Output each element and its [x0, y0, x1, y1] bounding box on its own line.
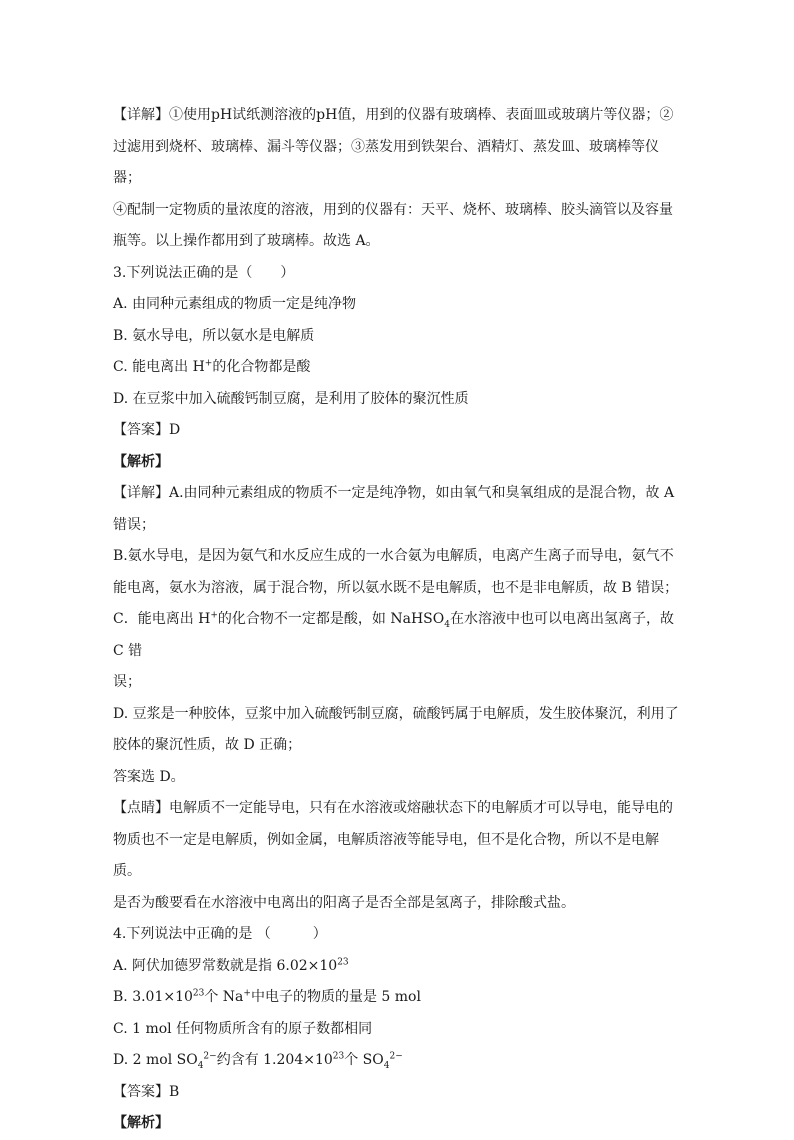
subscript: 4 [444, 619, 450, 630]
detail-line: 胶体的聚沉性质，故 D 正确； [113, 737, 302, 753]
analysis-label: 【解析】 [113, 453, 169, 470]
option-b: B. 氨水导电，所以氨水是电解质 [113, 327, 315, 344]
text: 中电子的物质的量是 5 mol [250, 989, 421, 1005]
superscript: 23 [337, 956, 349, 967]
option-d [113, 1045, 683, 1077]
text: D. 2 mol SO [113, 1052, 198, 1068]
text-line: ④配制一定物质的量浓度的溶液，用到的仪器有：天平、烧杯、玻璃棒、胶头滴管以及容量 [113, 201, 673, 218]
note-line: 物质也不一定是电解质，例如金属，电解质溶液等能导电，但不是化合物，所以不是电解质。 [113, 831, 659, 879]
text: B. 3.01×10 [113, 989, 193, 1005]
analysis-label: 【解析】 [113, 1115, 169, 1131]
question-stem: 3.下列说法正确的是（ ） [113, 264, 295, 281]
detail-line: 能电离，氨水为溶液，属于混合物，所以氨水既不是电解质，也不是非电解质，故 B 错误； [113, 579, 679, 596]
text: 在水溶液中也可以电离出氢离子，故 C 错 [113, 611, 674, 659]
text: 的化合物都是酸 [212, 359, 311, 375]
subscript: 4 [383, 1060, 390, 1071]
detail-line: 误； [113, 674, 141, 690]
superscript: + [243, 988, 251, 999]
question-4 [113, 919, 683, 1140]
choice-line: 答案选 D。 [113, 768, 185, 785]
question-stem: 4.下列说法中正确的是 （ ） [113, 926, 327, 942]
text: A. 阿伏加德罗常数就是指 6.02×10 [113, 957, 338, 974]
answer-label: 【答案】B [113, 1083, 180, 1100]
text-line: 过滤用到烧杯、玻璃棒、漏斗等仪器；③蒸发用到铁架台、酒精灯、蒸发皿、玻璃棒等仪器； [113, 138, 659, 186]
text: 约含有 1.204×10 [216, 1052, 333, 1068]
text: 个 SO [344, 1052, 384, 1068]
option-b [113, 982, 683, 1014]
superscript: 2− [389, 1051, 403, 1062]
option-c: C. 1 mol 任何物质所含有的原子数都相同 [113, 1020, 373, 1037]
text: 个 Na [204, 989, 244, 1005]
detail-line: B.氨水导电，是因为氨气和水反应生成的一水合氨为电解质，电离产生离子而导电，氨气不 [113, 548, 674, 564]
option-a: A. 由同种元素组成的物质一定是纯净物 [113, 296, 357, 312]
option-a [113, 951, 683, 983]
text-line: 【详解】①使用pH试纸测溶液的pH值，用到的仪器有玻璃棒、表面皿或玻璃片等仪器；② [113, 107, 674, 123]
superscript: 2− [203, 1051, 217, 1062]
superscript: + [204, 358, 213, 369]
answer-label: 【答案】D [113, 422, 181, 438]
text: C. 能电离出 H [113, 359, 205, 375]
option-c [113, 352, 683, 384]
text: 的化合物不一定都是酸，如 NaHSO [217, 611, 445, 627]
superscript: + [210, 610, 218, 621]
text-line: 瓶等。以上操作都用到了玻璃棒。故选 A。 [113, 233, 380, 249]
text: C．能电离出 H [113, 611, 211, 627]
subscript: 4 [197, 1060, 204, 1071]
detail-block-q2 [113, 100, 683, 258]
note-line: 是否为酸要看在水溶液中电离出的阳离子是否全部是氢离子，排除酸式盐。 [113, 894, 575, 911]
detail-line: 【详解】A.由同种元素组成的物质不一定是纯净物，如由氧气和臭氧组成的是混合物，故 A [113, 485, 675, 501]
detail-line: D. 豆浆是一种胶体，豆浆中加入硫酸钙制豆腐，硫酸钙属于电解质，发生胶体聚沉，利用了 [113, 705, 679, 722]
note-line: 【点睛】电解质不一定能导电，只有在水溶液或熔融状态下的电解质才可以导电，能导电的 [113, 800, 673, 816]
detail-line: 错误； [113, 516, 155, 533]
superscript: 23 [192, 988, 205, 999]
document-page [113, 100, 683, 1140]
superscript: 23 [332, 1051, 345, 1062]
option-d: D. 在豆浆中加入硫酸钙制豆腐，是利用了胶体的聚沉性质 [113, 390, 469, 407]
detail-line [113, 604, 683, 667]
question-3 [113, 258, 683, 920]
